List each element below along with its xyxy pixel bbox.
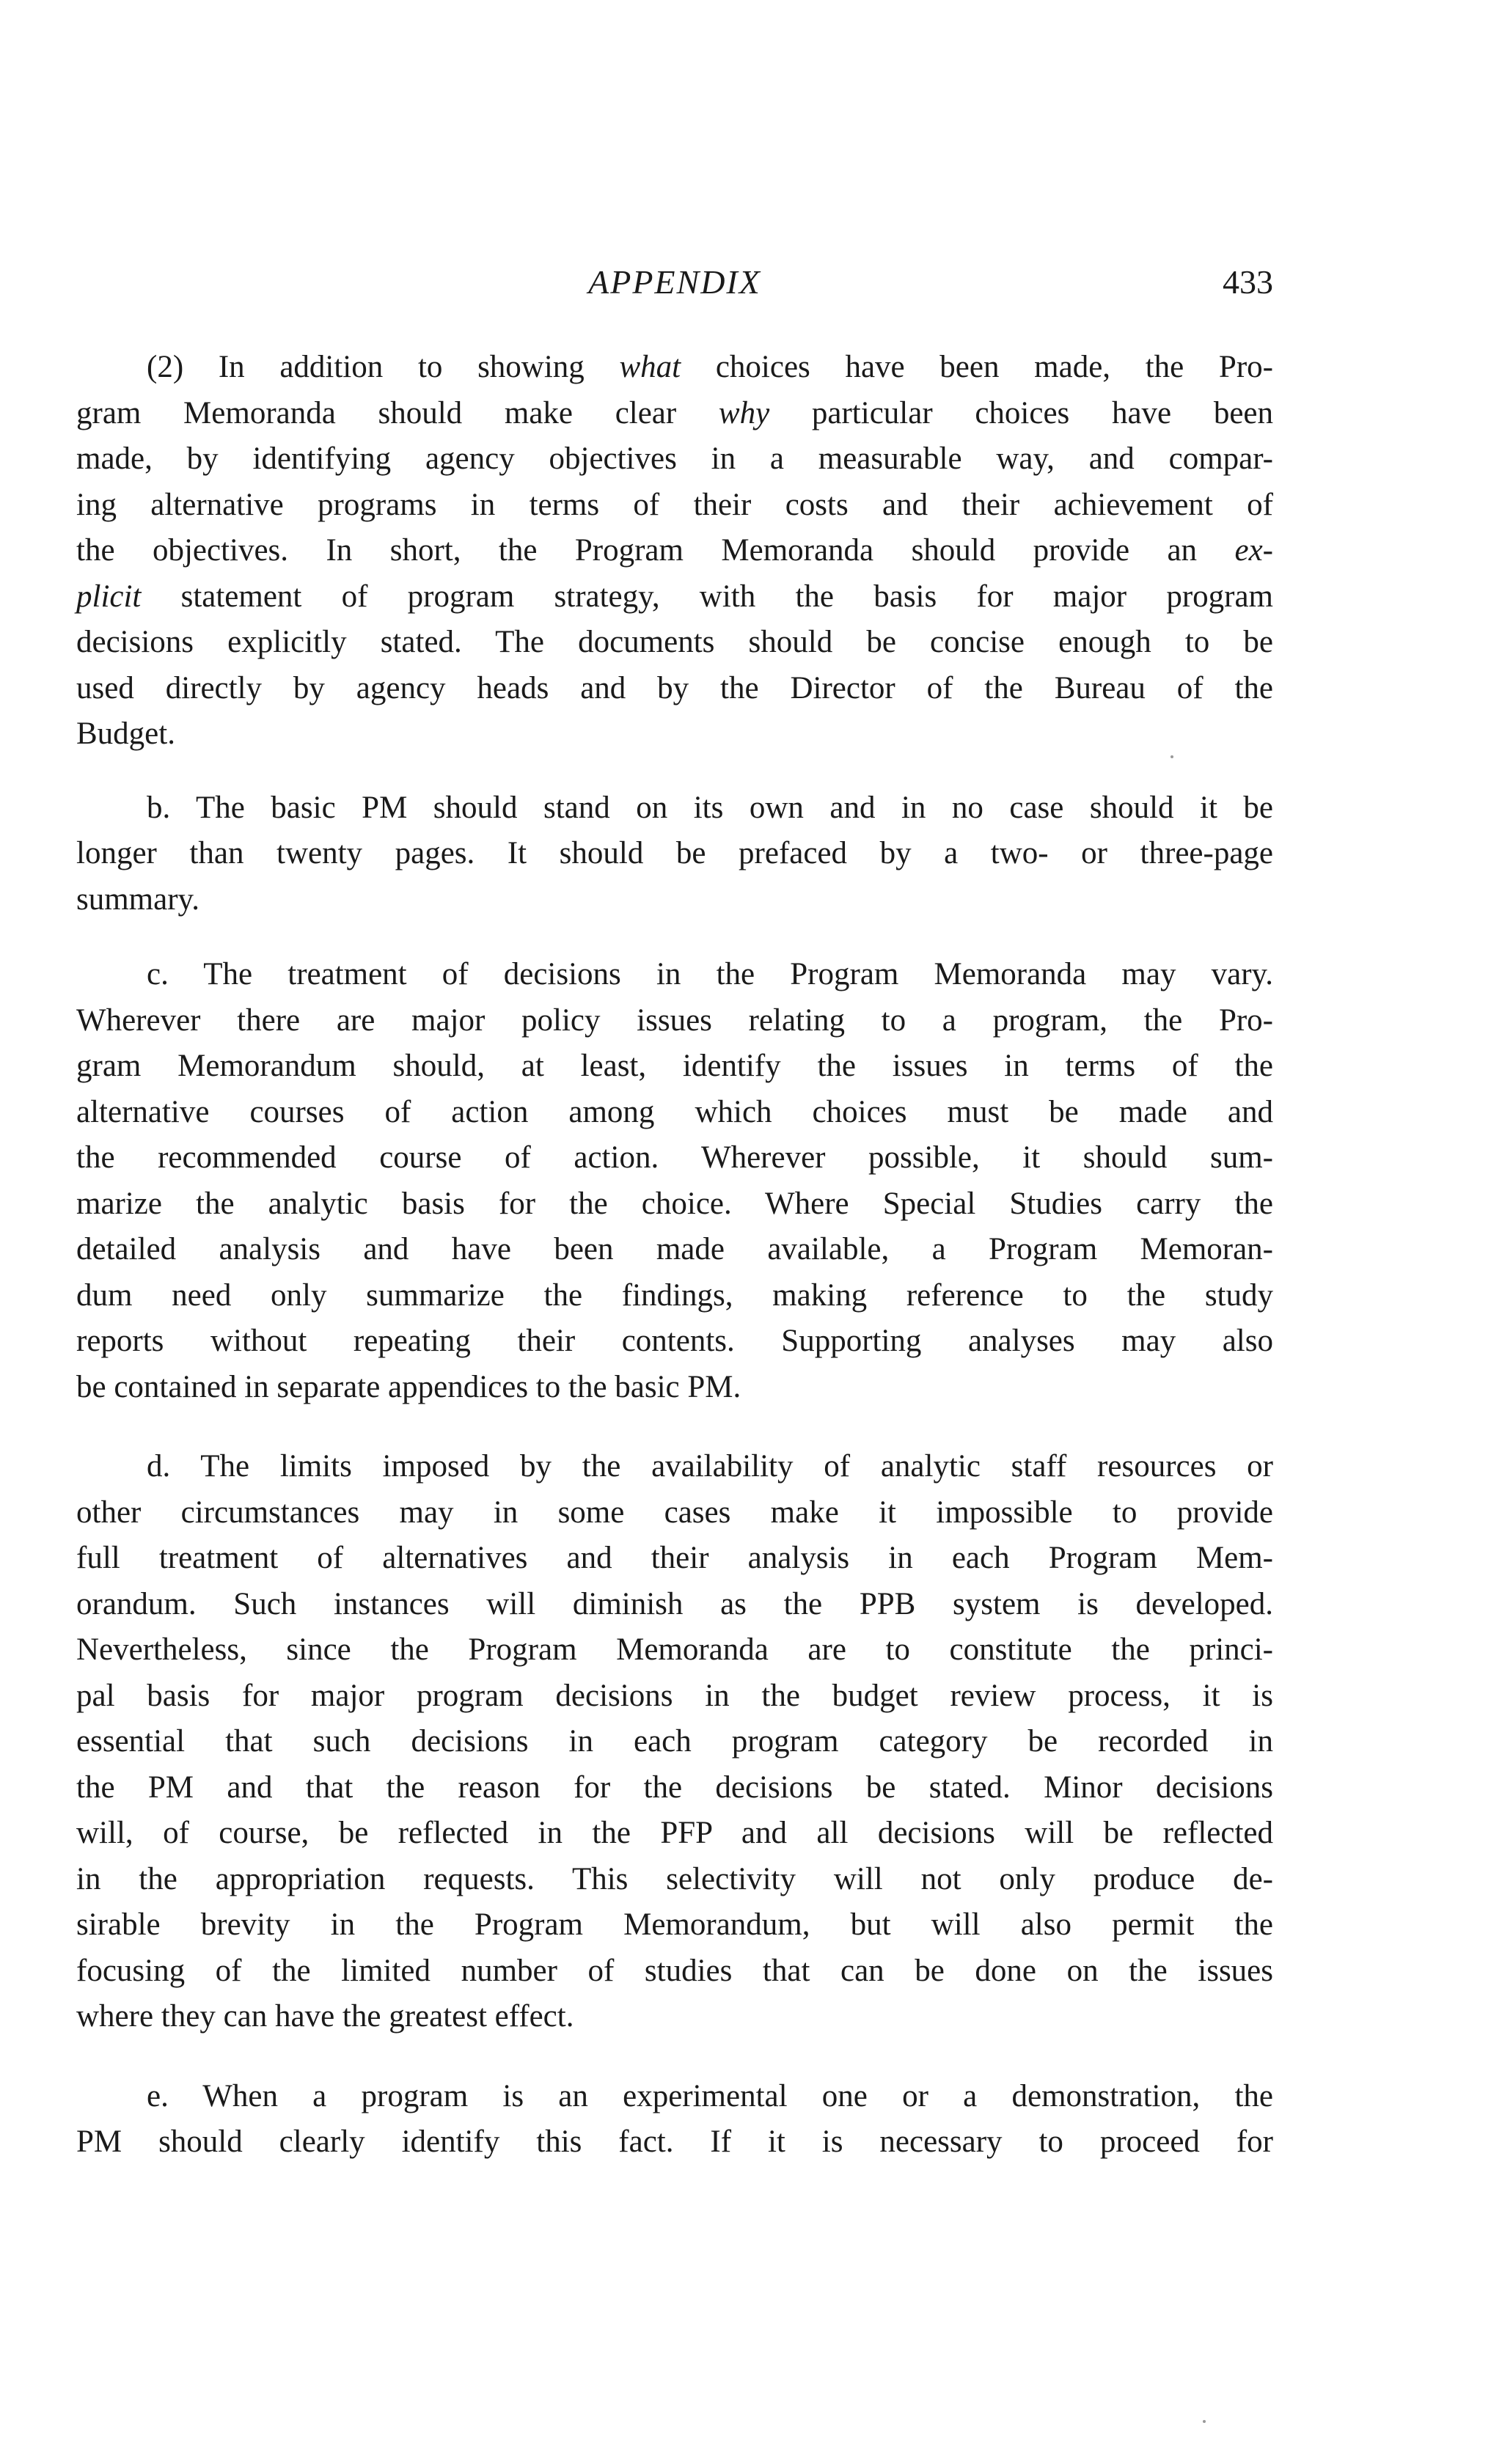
emphasis: plicit [76,579,142,614]
text-line: sirable brevity in the Program Memorandum, but will also permit the [76,1907,1273,1942]
text-line: b. The basic PM should stand on its own and in no case should it be [147,790,1273,825]
paragraph-2 [76,345,1273,758]
text-line: gram Memoranda should make clear why particular choices have been [76,395,1274,430]
paragraph-gap [76,1410,1273,1444]
text-line: alternative courses of action among which choices must be made and [76,1094,1273,1129]
text-line: detailed analysis and have been made available, a Program Memoran- [76,1232,1273,1266]
paragraph-e [76,2074,1273,2166]
text-line: full treatment of alternatives and their analysis in each Program Mem- [76,1541,1273,1575]
text-line: c. The treatment of decisions in the Program Memoranda may vary. [147,957,1273,991]
text-line: summary. [76,881,199,917]
paragraph-gap [76,2040,1273,2074]
text-line: Budget. [76,716,175,751]
emphasis: ex- [1234,533,1273,568]
text-line: Nevertheless, since the Program Memoranda are to constitute the princi- [76,1632,1273,1667]
paragraph-gap [76,758,1273,785]
text-line: gram Memorandum should, at least, identify the issues in terms of the [76,1049,1273,1083]
text-line: in the appropriation requests. This selectivity will not only produce de- [76,1861,1273,1896]
page-number: 433 [1223,263,1273,301]
paragraph-gap [76,923,1273,952]
text-line: be contained in separate appendices to the basic PM. [76,1369,741,1404]
text-line: where they can have the greatest effect. [76,1999,574,2034]
text-line: focusing of the limited number of studies that can be done on the issues [76,1953,1273,1988]
emphasis: why [718,395,770,430]
text-line: the objectives. In short, the Program Memoranda should provide an ex- [76,533,1273,568]
scan-speck [1203,2420,1206,2423]
paragraph-b [76,785,1273,923]
text-line: e. When a program is an experimental one or a demonstration, the [147,2078,1273,2113]
text-line: marize the analytic basis for the choice. Where Special Studies carry the [76,1186,1273,1221]
running-title: APPENDIX [588,263,761,301]
text-line: plicit statement of program strategy, with the basis for major program [76,579,1273,614]
text-line: will, of course, be reflected in the PFP and all decisions will be reflected [76,1816,1273,1850]
running-head [76,260,1273,304]
text-line: ing alternative programs in terms of their costs and their achievement of [76,487,1273,522]
paragraph-c [76,952,1273,1410]
text-line: essential that such decisions in each program category be recorded in [76,1724,1273,1759]
emphasis: what [619,350,681,384]
text-line: (2) In addition to showing what choices have been made, the Pro- [147,350,1273,384]
text-line: reports without repeating their contents. Supporting analyses may also [76,1324,1273,1358]
text-line: the PM and that the reason for the decisions be stated. Minor decisions [76,1770,1273,1805]
text-line: orandum. Such instances will diminish as the PPB system is developed. [76,1586,1273,1621]
body-text [76,345,1273,2166]
text-line: made, by identifying agency objectives in a measurable way, and compar- [76,441,1273,476]
text-line: other circumstances may in some cases make it impossible to provide [76,1495,1273,1530]
text-line: used directly by agency heads and by the Director of the Bureau of the [76,670,1273,705]
text-line: pal basis for major program decisions in the budget review process, it is [76,1678,1273,1713]
text-line: PM should clearly identify this fact. If it is necessary to proceed for [76,2124,1273,2159]
text-line: longer than twenty pages. It should be prefaced by a two- or three-page [76,836,1273,870]
paragraph-d [76,1444,1273,2040]
text-line: dum need only summarize the findings, making reference to the study [76,1277,1273,1313]
text-line: the recommended course of action. Wherever possible, it should sum- [76,1140,1273,1175]
text-line: d. The limits imposed by the availability of analytic staff resources or [147,1449,1273,1484]
scan-speck [1171,755,1173,758]
text-line: decisions explicitly stated. The documents should be concise enough to be [76,625,1273,659]
text-line: Wherever there are major policy issues relating to a program, the Pro- [76,1002,1273,1038]
